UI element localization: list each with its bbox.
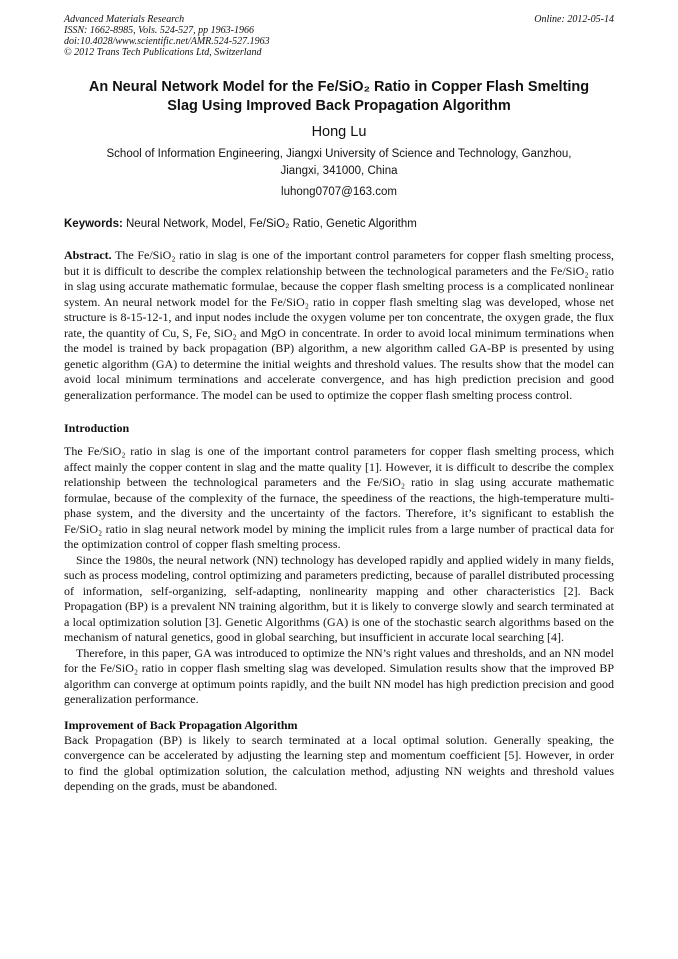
doi-line: doi:10.4028/www.scientific.net/AMR.524-527.1963 — [64, 36, 270, 47]
author-email: luhong0707@163.com — [281, 186, 397, 198]
introduction-paragraph-2: Since the 1980s, the neural network (NN) technology has developed rapidly and applied widely in many fields, such as process modeling, control optimizing and parameters predicting, because of parallel distributed processing of information, self-organizing, self-adapting, nonlinearity mapping and other characteristics [2]. Back Propagation (BP) is a prevalent NN training algorithm, but it is likely to converge slowly and search terminated at a local optimization solution [3]. Genetic Algorithms (GA) is one of the stochastic search algorithms based on the mechanism of natural genetics, good in global searching, but insufficient in accurate local searching [4]. — [64, 552, 614, 644]
keywords-label: Keywords: — [64, 218, 123, 230]
improvement-heading: Improvement of Back Propagation Algorithm — [64, 717, 298, 732]
introduction-heading: Introduction — [64, 421, 130, 435]
keywords-text: Neural Network, Model, Fe/SiO₂ Ratio, Genetic Algorithm — [126, 218, 417, 230]
abstract-label: Abstract. — [64, 248, 112, 262]
affiliation-line-1: School of Information Engineering, Jiangxi University of Science and Technology, Ganzhou, — [106, 148, 572, 160]
paper-page — [64, 14, 614, 795]
affiliation-line-2: Jiangxi, 341000, China — [280, 165, 398, 177]
improvement-paragraph-1: Back Propagation (BP) is likely to search terminated at a local optimal solution. Generally speaking, the convergence can be accelerated by adjusting the learning step and momentum coefficient [5]. However, in order to find the global optimization solution, the calculation method, adjusting NN weights and threshold values depending on the grads, must be abandoned. — [64, 732, 614, 793]
affiliation — [64, 146, 614, 180]
journal-name: Advanced Materials Research — [64, 14, 185, 25]
paper-title — [64, 78, 614, 116]
abstract-text: The Fe/SiO₂ ratio in slag is one of the important control parameters for copper flash smelting process, but it is difficult to describe the complex relationship between the technological parameters and the Fe/SiO₂ ratio in slag using accurate mathematic formulae, because the copper flash smelting process is a complicated nonlinear system. An neural network model for the Fe/SiO₂ ratio in copper flash smelting slag was developed, whose net structure is 8-15-12-1, and input nodes include the oxygen volume per ton concentrate, the oxygen grade, the flux rate, the quantity of Cu, S, Fe, SiO₂ and MgO in concentrate. In order to avoid local minimum terminations when the model is trained by back propagation (BP) algorithm, a new algorithm called GA-BP is presented by using genetic algorithm (GA) to determine the initial weights and threshold values. The results show that the model can avoid local minimum terminations and accelerate convergence, and has high prediction precision and good generalization performance. The model can be used to optimize the copper flash smelting process control. — [64, 248, 614, 402]
keywords — [64, 218, 614, 230]
introduction-paragraph-1: The Fe/SiO₂ ratio in slag is one of the important control parameters for copper flash smelting process, which affect mainly the copper content in slag and the matte quality [1]. However, it is difficult to describe the complex relationship between the technological parameters and the Fe/SiO₂ ratio in slag using accurate mathematic formulae, because of the complexity of the furnace, the speediness of the reactions, the high-temperature multi-phase system, and the diversity and the uncertainty of the factors. Therefore, it’s significant to establish the Fe/SiO₂ ratio in slag neural network model by mining the implicit rules from a large number of practical data for the optimization control of copper flash smelting process. — [64, 444, 614, 551]
online-date: Online: 2012-05-14 — [534, 14, 614, 25]
introduction-section — [64, 444, 614, 708]
copyright-line: © 2012 Trans Tech Publications Ltd, Switzerland — [64, 47, 262, 58]
journal-header — [64, 14, 614, 58]
title-line-1: An Neural Network Model for the Fe/SiO₂ Ratio in Copper Flash Smelting — [88, 79, 590, 95]
author-name: Hong Lu — [311, 124, 367, 140]
title-line-2: Slag Using Improved Back Propagation Algorithm — [167, 98, 511, 114]
issn-line: ISSN: 1662-8985, Vols. 524-527, pp 1963-1966 — [64, 25, 254, 36]
abstract — [64, 248, 614, 403]
introduction-paragraph-3: Therefore, in this paper, GA was introduced to optimize the NN’s right values and thresholds, and an NN model for the Fe/SiO₂ ratio in copper flash smelting slag was developed. Simulation results show that the improved BP algorithm can converge at optimum points rapidly, and the built NN model has high prediction precision and good generalization performance. — [64, 645, 614, 706]
improvement-section — [64, 733, 614, 795]
